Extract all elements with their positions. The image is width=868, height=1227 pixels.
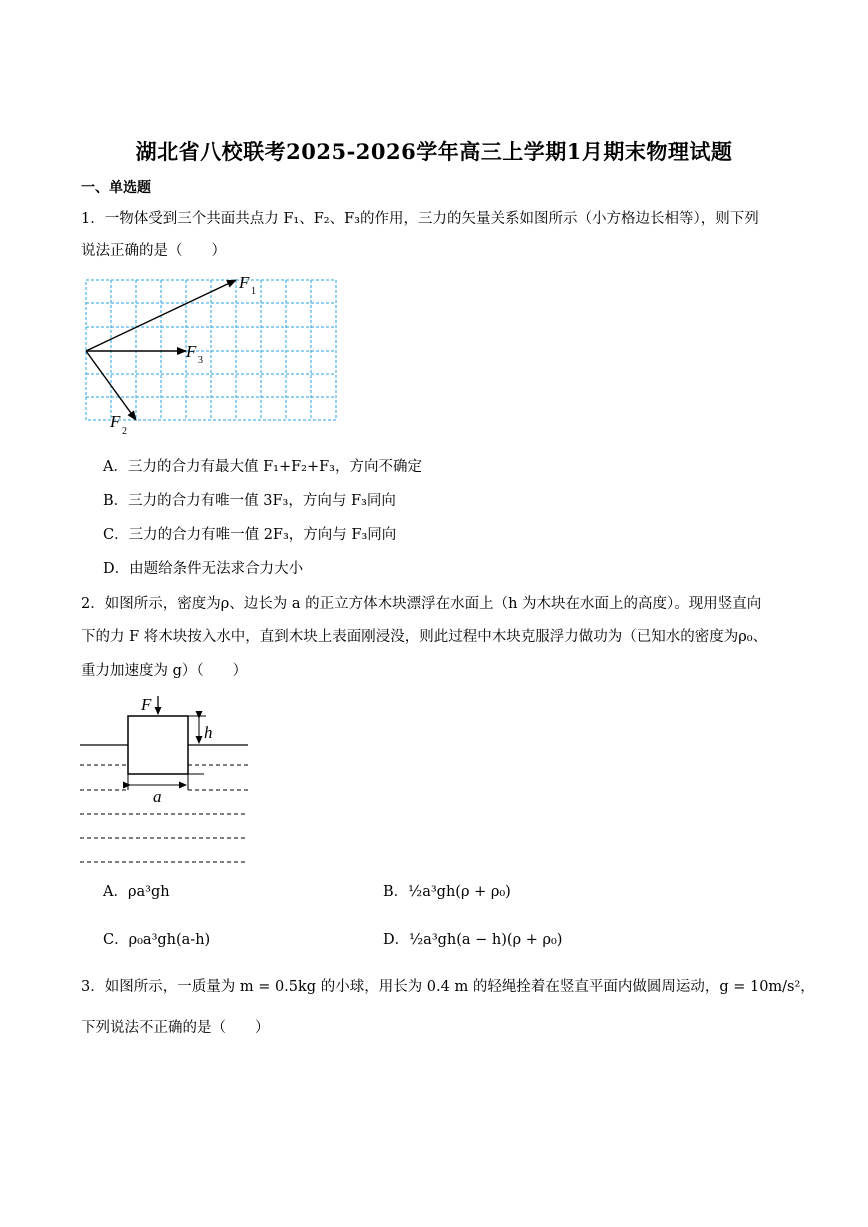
- q1-option-b[interactable]: B．三力的合力有唯一值 3F₃，方向与 F₃同向: [103, 493, 396, 509]
- f3-subscript: 3: [198, 355, 203, 366]
- section-heading: 一、单选题: [81, 180, 151, 196]
- q2-stem-line1: 2．如图所示，密度为ρ、边长为 a 的正立方体木块漂浮在水面上（h 为木块在水面上的高度）。现用竖直向: [81, 596, 762, 612]
- q1-stem-line2: 说法正确的是（ ）: [81, 243, 226, 259]
- q2-stem-line2: 下的力 F 将木块按入水中，直到木块上表面刚浸没，则此过程中木块克服浮力做功为（已知水的密度为ρ₀、: [81, 629, 768, 645]
- dashed-grid: [86, 280, 336, 420]
- q1-option-c[interactable]: C．三力的合力有唯一值 2F₃，方向与 F₃同向: [103, 527, 397, 543]
- q1-force-vector-figure: [74, 272, 374, 442]
- q1-option-d[interactable]: D．由题给条件无法求合力大小: [103, 561, 304, 577]
- page-title: 湖北省八校联考2025-2026学年高三上学期1月期末物理试题: [135, 139, 733, 164]
- q2-option-d[interactable]: D．½a³gh(a − h)(ρ + ρ₀): [383, 932, 563, 948]
- q2-stem-line3: 重力加速度为 g）（ ）: [81, 663, 248, 679]
- f1-label: F: [239, 273, 250, 292]
- a-label: a: [153, 787, 162, 806]
- q2-option-a[interactable]: A．ρa³gh: [103, 884, 170, 900]
- q2-floating-block-figure: [78, 690, 258, 870]
- q2-option-b[interactable]: B．½a³gh(ρ + ρ₀): [383, 884, 511, 900]
- q1-option-a[interactable]: A．三力的合力有最大值 F₁+F₂+F₃，方向不确定: [103, 459, 422, 475]
- h-label: h: [204, 723, 213, 742]
- f2-subscript: 2: [122, 426, 127, 437]
- f1-subscript: 1: [251, 286, 256, 297]
- q3-stem-line2: 下列说法不正确的是（ ）: [81, 1020, 270, 1036]
- f3-label: F: [186, 342, 197, 361]
- water-dashed-lines: [80, 765, 248, 862]
- q3-stem-line1: 3．如图所示，一质量为 m = 0.5kg 的小球，用长为 0.4 m 的轻绳拴着在竖直平面内做圆周运动，g = 10m/s²，: [81, 979, 815, 995]
- f2-label: F: [110, 412, 121, 431]
- q1-stem-line1: 1．一物体受到三个共面共点力 F₁、F₂、F₃的作用，三力的矢量关系如图所示（小方格边长相等），则下列: [81, 211, 759, 227]
- force-label: F: [141, 695, 152, 714]
- q2-option-c[interactable]: C．ρ₀a³gh(a-h): [103, 932, 211, 948]
- wooden-block: [128, 716, 188, 774]
